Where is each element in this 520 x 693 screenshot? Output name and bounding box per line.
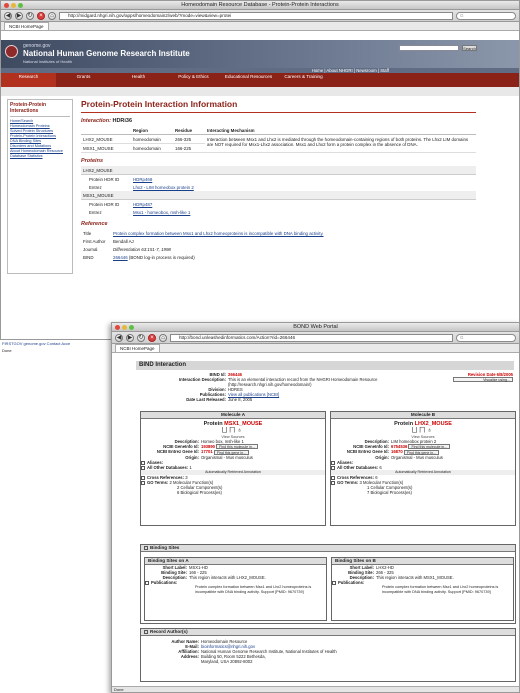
find-molecule-select[interactable]: Find this molecule in...	[408, 444, 450, 449]
back-icon[interactable]: ◀	[5, 12, 11, 19]
expand-go[interactable]	[141, 481, 145, 485]
status-done: Done	[2, 348, 12, 353]
bind-link[interactable]: 266446	[113, 254, 128, 260]
cell-residue: 266-325	[173, 135, 205, 144]
molecule-a-description: Homeo box, msh-like 1	[201, 439, 244, 444]
hdr-label: Protein HDR ID	[89, 201, 120, 207]
reload-icon[interactable]: ↻	[27, 12, 33, 19]
search-field[interactable]: G	[456, 12, 516, 20]
title-bar	[112, 323, 519, 332]
author-affiliation: National Human Genome Research Institute, National Institutes of Health	[201, 649, 337, 654]
reference-heading: Reference	[81, 221, 108, 227]
expand-other-db[interactable]	[331, 466, 335, 470]
nhgri-logo	[5, 45, 18, 58]
origin: Organismal - Mus musculus	[391, 454, 443, 460]
binding-sites-panel	[140, 544, 516, 624]
table-row	[81, 135, 476, 144]
main-content	[81, 99, 476, 261]
interaction-heading: Interaction: HDRi36	[81, 118, 133, 124]
expand-publications[interactable]	[332, 581, 336, 585]
bind-header: BIND Interaction	[136, 361, 514, 370]
browser-toolbar	[112, 332, 519, 344]
binding-sites-header: Binding Sites	[141, 545, 515, 552]
th-protein	[81, 126, 131, 135]
expand-go[interactable]	[331, 481, 335, 485]
molecule-b-header: Molecule B	[331, 412, 515, 419]
nav-careers[interactable]: Careers & Training	[284, 74, 323, 79]
nav-grants[interactable]: Grants	[76, 74, 91, 79]
find-gene-select[interactable]: Find this gene in...	[214, 450, 249, 455]
ref-key: First Author	[83, 238, 106, 244]
collapse-author[interactable]	[144, 630, 148, 634]
main-nav	[1, 73, 520, 87]
sidebar-link[interactable]: Database Statistics	[10, 154, 43, 158]
page-title: Protein-Protein Interaction Information	[81, 99, 238, 109]
ref-title-link[interactable]: Protein complex formation between Msx1 and Lhx2 homeoproteins is incompatible with DNA binding activity.	[113, 230, 324, 236]
nav-research[interactable]: Research	[1, 73, 56, 87]
nav-education[interactable]: Educational Resources	[224, 74, 273, 79]
revision-date: Revision Date 6/8/2005 Visualize using...	[453, 372, 513, 382]
entrez-link[interactable]: Lhx2 - LIM homeobox protein 2	[133, 184, 194, 190]
status-bar: Done	[112, 686, 519, 692]
ref-key: Title	[83, 230, 92, 236]
window-title: BOND Web Portal	[293, 324, 338, 330]
th-residue: Residue	[173, 126, 205, 135]
browser-toolbar	[1, 10, 519, 22]
cell-region: homeodomain	[131, 144, 173, 153]
protein-name: MSX1_MOUSE	[81, 191, 476, 200]
hdr-link[interactable]: HDRp487	[133, 201, 153, 207]
cell-region: homeodomain	[131, 135, 173, 144]
site-search-input[interactable]	[399, 45, 459, 51]
molecule-a-header: Molecule A	[141, 412, 325, 419]
hdr-link[interactable]: HDRp468	[133, 176, 153, 182]
bond-content	[112, 354, 519, 692]
date-released: June 8, 2005	[228, 397, 253, 402]
forward-icon[interactable]: ▶	[127, 334, 133, 341]
entrez-label: Entrez	[89, 184, 102, 190]
bind-fields: BIND Id: 266446 Interaction Description: This is an elemental interaction record from the NHGRI Homeodomain Resource (http://research.nhgri.nih.gov/homeodomain/) Division: HDRES Publications: View all publications [NCBI] Date Last Released: June 8, 2005	[142, 372, 442, 402]
molecule-b-card: Molecule B Protein LHX2_MOUSE ⨆⨅♁ View Sources Description: LIM homeobox protein 2 NCBI GeneInfo Id: 6754536 Find this molecule in... NCBI Entrez Gene Id: 16870 Find this gene in... Origin: Organismal - Mus musculus Aliases: All Other Databases: 6 Automatically Retrieved Annotation Cross References: 6 GO Terms: 3 Molecular Function(s) 1 Cellular Component(s) 7 Biological Process(es)	[330, 411, 516, 526]
sidebar-link[interactable]: Disorders and Mutations	[10, 144, 52, 148]
author-name: Homeodomain Resource	[201, 639, 248, 644]
nav-strip	[1, 87, 520, 96]
th-region: Region	[131, 126, 173, 135]
tab-ncbi-home[interactable]: NCBI HomePage	[115, 344, 160, 352]
publications-link[interactable]: View all publications [NCBI]	[228, 392, 280, 397]
reload-icon[interactable]: ↻	[138, 334, 144, 341]
title-bar	[1, 1, 519, 10]
bookmark-bar	[112, 344, 519, 353]
forward-icon[interactable]: ▶	[16, 12, 22, 19]
cell-protein: MSX1_MOUSE	[81, 144, 131, 153]
molecule-b-description: LIM homeobox protein 2	[391, 439, 437, 444]
view-sources[interactable]: View Sources	[221, 435, 245, 439]
sidebar	[7, 99, 73, 274]
sidebar-title: Protein-Protein Interactions	[10, 102, 70, 117]
top-links[interactable]: Home | About NHGRI | Newsroom | Staff	[1, 68, 520, 73]
stop-icon[interactable]: ×	[37, 12, 45, 20]
entrez-link[interactable]: Msx1 - homeobox, msh-like 1	[133, 209, 191, 215]
home-icon[interactable]: ⌂	[48, 12, 56, 20]
footer-links[interactable]: FIRSTGOV genome.gov Contact Acce	[2, 341, 71, 346]
collapse-binding-sites[interactable]	[144, 546, 148, 550]
nih-subtitle: National Institutes of Health	[23, 59, 72, 64]
cell-residue: 166-225	[173, 144, 205, 153]
protein-name: LHX2_MOUSE	[81, 166, 476, 175]
publication-entry[interactable]: Protein complex formation between Msx1 and Lhx2 homeoproteins is incompatible with DNA binding activity. Support [PMID: 9670739]	[382, 585, 499, 594]
tab-ncbi-home[interactable]: NCBI HomePage	[4, 22, 49, 30]
ref-value: Differentiation 63:151-7, 1998	[113, 246, 171, 252]
address-bar[interactable]: http://bond.unleashedinformatics.com/Action?rid=266446	[170, 334, 453, 342]
sidebar-link[interactable]: Homeodomain Proteins	[10, 124, 50, 128]
back-icon[interactable]: ◀	[116, 334, 122, 341]
sidebar-link[interactable]: Protein-Protein Interactions	[10, 134, 57, 138]
molecule-b-name[interactable]: LHX2_MOUSE	[414, 421, 452, 427]
proteins-table	[81, 166, 476, 216]
window1-lower	[0, 340, 111, 693]
window-homeodomain	[0, 0, 520, 340]
nhgri-banner	[1, 40, 520, 68]
ref-key: Journal	[83, 246, 98, 252]
genome-gov-label: genome.gov	[23, 43, 51, 49]
entrez-gene-id[interactable]: 16870	[391, 449, 403, 455]
interaction-id: HDRi36	[112, 118, 133, 124]
visualize-select[interactable]: Visualize using...	[453, 377, 513, 382]
view-sources[interactable]: View Sources	[411, 435, 435, 439]
stop-icon[interactable]: ×	[148, 334, 156, 342]
auto-annotation: Automatically Retrieved Annotation	[141, 470, 325, 475]
geneinfo-id[interactable]: 193890	[201, 444, 215, 449]
cell-protein: LHX2_MOUSE	[81, 135, 131, 144]
record-author-panel: Record Author(s) Author Name: Homeodomain Resource E-Mail: bioinformatics@nhgri.nih.gov Affiliation: National Human Genome Research Institute, National Institutes of Health Address: Building 50, Room 5222 Bethesda, Maryland, USA 20892-8002	[140, 628, 516, 682]
structure-icon: ⨆⨅♁	[221, 427, 245, 434]
search-field[interactable]: G	[456, 334, 516, 342]
hdr-label: Protein HDR ID	[89, 176, 120, 182]
address-bar[interactable]: http://midgard.nhgri.nih.gov/apps/homeodomain2/web/?mode=view&view=protei	[59, 12, 453, 20]
entrez-gene-id[interactable]: 17701	[201, 449, 213, 455]
nav-policy[interactable]: Policy & Ethics	[178, 74, 209, 79]
nhgri-name: National Human Genome Research Institute	[23, 49, 190, 58]
auto-annotation: Automatically Retrieved Annotation	[331, 470, 515, 475]
publication-entry[interactable]: Protein complex formation between Msx1 and Lhx2 homeoproteins is incompatible with DNA binding activity. Support [PMID: 9670739]	[195, 585, 312, 594]
record-author-header: Record Author(s)	[141, 629, 515, 636]
sidebar-link[interactable]: DNA Binding Sites	[10, 139, 42, 143]
molecule-a-name[interactable]: MSX1_MOUSE	[224, 421, 263, 427]
author-address: Building 50, Room 5222 Bethesda, Maryland, USA 20892-8002	[201, 654, 266, 664]
author-email[interactable]: bioinformatics@nhgri.nih.gov	[201, 644, 256, 649]
site-search-button[interactable]: Search	[463, 46, 476, 51]
nav-health[interactable]: Health	[131, 74, 146, 79]
sidebar-link[interactable]: About Homeodomain Resource	[10, 149, 63, 153]
window-title: Homeodomain Resource Database - Protein-Protein Interactions	[181, 2, 339, 8]
entrez-label: Entrez	[89, 209, 102, 215]
bind-note: (BOND log-in process is required)	[128, 254, 195, 260]
window-controls[interactable]	[115, 325, 136, 334]
proteins-heading: Proteins	[81, 158, 104, 164]
find-gene-select[interactable]: Find this gene in...	[404, 450, 439, 455]
sidebar-link[interactable]: Home/Search	[10, 119, 34, 123]
bind-id[interactable]: 266446	[228, 372, 242, 377]
ref-key: BIND	[83, 254, 94, 260]
expand-publications[interactable]	[145, 581, 149, 585]
ref-value: Bendall AJ	[113, 238, 134, 244]
bookmark-bar	[1, 22, 519, 31]
molecule-a-card: Molecule A Protein MSX1_MOUSE ⨆⨅♁ View Sources Description: Homeo box, msh-like 1 NCBI GeneInfo Id: 193890 Find this molecule in... NCBI Entrez Gene Id: 17701 Find this gene in... Origin: Organismal - Mus musculus Aliases: All Other Databases: 1 Automatically Retrieved Annotation Cross References: 3 GO Terms: 2 Molecular Function(s) 2 Cellular Component(s) 6 Biological Process(es)	[140, 411, 326, 526]
reference-table	[81, 229, 476, 261]
interaction-table	[81, 126, 476, 153]
structure-icon: ⨆⨅♁	[411, 427, 435, 434]
interaction-description: This is an elemental interaction record from the NHGRI Homeodomain Resource (http://research.nhgri.nih.gov/homeodomain/)	[228, 377, 378, 387]
division: HDRES	[228, 387, 243, 392]
binding-sites-b: Binding Sites on B Short Label: LHX2-HD Binding Site: 266 - 325 Description: This region interacts with MSX1_MOUSE. Publications: Protein complex formation between Msx1 and Lhx2 homeoproteins is incompatible with DNA binding activity. Support [PMID: 9670739]	[331, 557, 514, 621]
th-mechanism: Interacting Mechanism	[205, 126, 476, 135]
window-bond	[111, 322, 520, 693]
binding-sites-a: Binding Sites on A Short Label: MSX1-HD Binding Site: 166 - 225 Description: This region interacts with LHX2_MOUSE. Publications: Protein complex formation between Msx1 and Lhx2 homeoproteins is incompatible with DNA binding activity. Support [PMID: 9670739]	[144, 557, 327, 621]
home-icon[interactable]: ⌂	[159, 334, 167, 342]
cell-mechanism: Interaction between Msx1 and Lhx2 is mediated through the homeodomain-containing regions of both proteins. The Lhx2 LIM domains are NOT required for Msx1-Lhx2 association. Msx1 and Lhx2 form a protein complex in the absence of DNA.	[205, 135, 476, 153]
expand-other-db[interactable]	[141, 466, 145, 470]
sidebar-link[interactable]: Solved Protein Structures	[10, 129, 54, 133]
window-controls[interactable]	[4, 3, 25, 12]
geneinfo-id[interactable]: 6754536	[391, 444, 408, 449]
origin: Organismal - Mus musculus	[201, 454, 253, 460]
find-molecule-select[interactable]: Find this molecule in...	[216, 444, 258, 449]
